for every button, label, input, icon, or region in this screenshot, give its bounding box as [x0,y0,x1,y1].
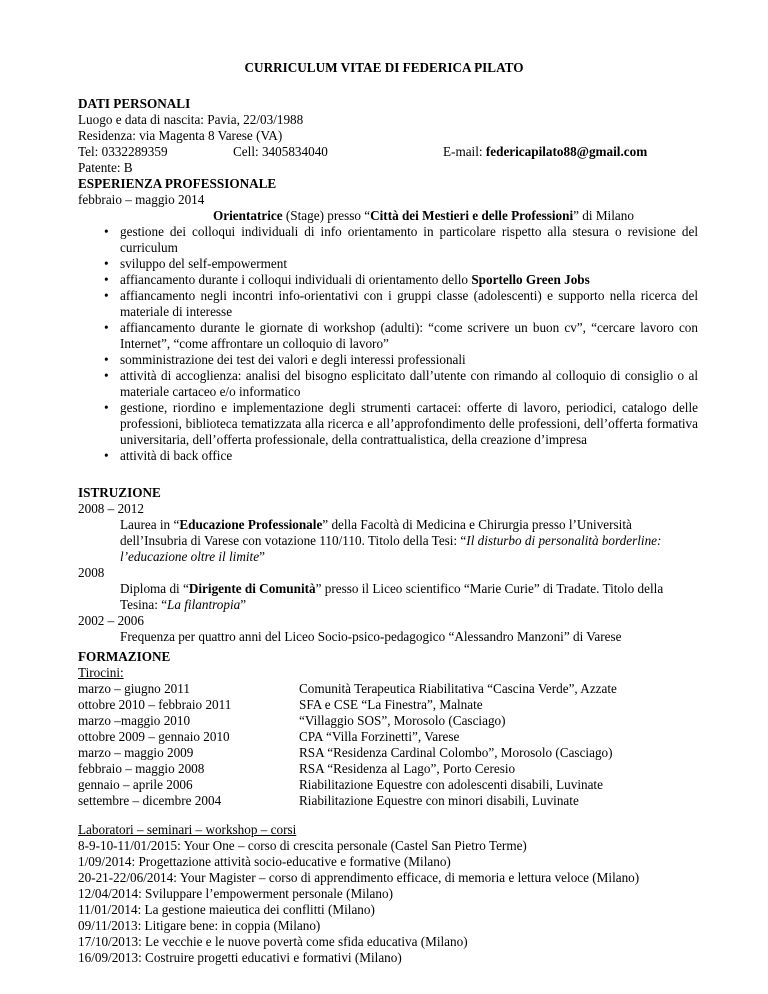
role-stage-text: (Stage) presso “ [282,208,371,223]
list-item: 8-9-10-11/01/2015: Your One – corso di crescita personale (Castel San Pietro Terme) [78,838,527,853]
table-row [78,761,698,777]
degree-name: Educazione Professionale [179,517,323,532]
list-item: 12/04/2014: Sviluppare l’empowerment personale (Milano) [78,886,393,901]
experience-role-line [78,208,698,224]
training-heading: FORMAZIONE [78,649,171,664]
edu-text: Diploma di “ [120,581,189,596]
tirocinio-place: SFA e CSE “La Finestra”, Malnate [299,697,483,712]
org-text: Città dei Mestieri e delle Professioni [370,208,574,223]
thesis-title: La filantropia [167,597,241,612]
email-label: E-mail: [443,144,486,159]
edu-text: ” [259,549,265,564]
education-period-1: 2008 [78,565,105,580]
role-text: Orientatrice [213,208,283,223]
table-row [78,681,698,697]
bullet-text: affiancamento durante i colloqui individuali di orientamento dello [120,272,472,287]
tirocinio-period: ottobre 2010 – febbraio 2011 [78,697,232,712]
education-entry-0 [78,517,698,565]
residence-line: Residenza: via Magenta 8 Varese (VA) [78,128,283,143]
experience-section [78,176,698,464]
contact-line [78,144,698,160]
tirocinio-place: Riabilitazione Equestre con adolescenti disabili, Luvinate [299,777,603,792]
tirocinio-period: marzo – maggio 2009 [78,745,194,760]
list-item: • sviluppo del self-empowerment [78,256,698,272]
training-section [78,649,698,966]
edu-text: Laurea in “ [120,517,180,532]
birth-line: Luogo e data di nascita: Pavia, 22/03/1988 [78,112,304,127]
tirocinio-place: RSA “Residenza al Lago”, Porto Ceresio [299,761,516,776]
list-item: • affiancamento negli incontri info-orientativi con i gruppi classe (adolescenti) e supporto nella ricerca del materiale di interesse [78,288,698,320]
list-item: 1/09/2014: Progettazione attività socio-educative e formative (Milano) [78,854,451,869]
edu-text: ” [240,597,247,612]
education-period-0: 2008 – 2012 [78,501,144,516]
experience-heading: ESPERIENZA PROFESSIONALE [78,176,277,191]
education-entry-2: Frequenza per quattro anni del Liceo Socio-psico-pedagogico “Alessandro Manzoni” di Varese [120,629,622,644]
list-item [78,272,698,288]
tirocinio-period: settembre – dicembre 2004 [78,793,222,808]
email-link[interactable]: federicapilato88@gmail.com [485,144,648,159]
list-item: • attività di back office [78,448,698,464]
tirocinio-period: marzo –maggio 2010 [78,713,191,728]
tirocini-list [78,681,698,809]
bullet-bold-text: Sportello Green Jobs [471,272,590,287]
tirocinio-place: Comunità Terapeutica Riabilitativa “Cascina Verde”, Azzate [299,681,617,696]
list-item: • affiancamento durante le giornate di workshop (adulti): “come scrivere un buon cv”, “cercare lavoro con Internet”, “come affrontare un colloquio di lavoro” [78,320,698,352]
table-row [78,729,698,745]
courses-label: Laboratori – seminari – workshop – corsi [78,822,297,837]
personal-heading: DATI PERSONALI [78,96,191,111]
table-row [78,697,698,713]
tirocinio-place: Riabilitazione Equestre con minori disabili, Luvinate [299,793,579,808]
courses-list [78,838,698,966]
education-section [78,485,698,645]
edu-text: ” presso il Liceo scientifico “Marie Curie” di Tradate. Titolo della Tesina: “ [120,581,664,612]
tirocinio-period: marzo – giugno 2011 [78,681,190,696]
table-row [78,793,698,809]
table-row [78,777,698,793]
tirocinio-place: RSA “Residenza Cardinal Colombo”, Morosolo (Casciago) [299,745,613,760]
list-item: 09/11/2013: Litigare bene: in coppia (Milano) [78,918,321,933]
tirocinio-period: gennaio – aprile 2006 [78,777,193,792]
page-title: CURRICULUM VITAE DI FEDERICA PILATO [244,60,524,75]
tirocinio-place: “Villaggio SOS”, Morosolo (Casciago) [299,713,506,728]
list-item: 17/10/2013: Le vecchie e le nuove povertà come sfida educativa (Milano) [78,934,468,949]
education-entry-1 [78,581,698,613]
experience-bullets [78,224,698,464]
tirocinio-period: febbraio – maggio 2008 [78,761,205,776]
education-period-2: 2002 – 2006 [78,613,144,628]
list-item: • somministrazione dei test dei valori e degli interessi professionali [78,352,698,368]
cell-text: Cell: 3405834040 [233,144,328,159]
city-text: ” di Milano [573,208,634,223]
list-item: 16/09/2013: Costruire progetti educativi e formativi (Milano) [78,950,402,965]
table-row [78,745,698,761]
license-line: Patente: B [78,160,133,175]
list-item: 20-21-22/06/2014: Your Magister – corso di apprendimento efficace, di memoria e lettura veloce (Milano) [78,870,640,885]
edu-text: ” della Facoltà di Medicina e Chirurgia presso l’Università dell’Insubria di Varese con votazione 110/110. Titolo della Tesi: “ [120,517,632,548]
list-item: • gestione dei colloqui individuali di info orientamento in particolare rispetto alla stesura o revisione del curriculum [78,224,698,256]
personal-section [78,96,698,176]
tel-text: Tel: 0332289359 [78,144,168,159]
experience-period: febbraio – maggio 2014 [78,192,205,207]
table-row [78,713,698,729]
list-item: • gestione, riordino e implementazione degli strumenti cartacei: offerte di lavoro, periodici, catalogo delle professioni, biblioteca tematizzata alla ricerca e all’approfondimento delle professioni, dell’offerta formativa universitaria, dell’offerta professionale, della contrattualistica, della creazione d’impresa [78,400,698,448]
education-heading: ISTRUZIONE [78,485,161,500]
list-item: • attività di accoglienza: analisi del bisogno esplicitato dall’utente con rimando al colloquio di consiglio o al materiale cartaceo e/o informatico [78,368,698,400]
thesis-title: Il disturbo di personalità borderline: l’educazione oltre il limite [120,533,662,564]
list-item: 11/01/2014: La gestione maieutica dei conflitti (Milano) [78,902,375,917]
email-line [443,144,647,160]
diploma-name: Dirigente di Comunità [188,581,316,596]
tirocinio-place: CPA “Villa Forzinetti”, Varese [299,729,460,744]
tirocini-label: Tirocini: [78,665,124,680]
tirocinio-period: ottobre 2009 – gennaio 2010 [78,729,230,744]
